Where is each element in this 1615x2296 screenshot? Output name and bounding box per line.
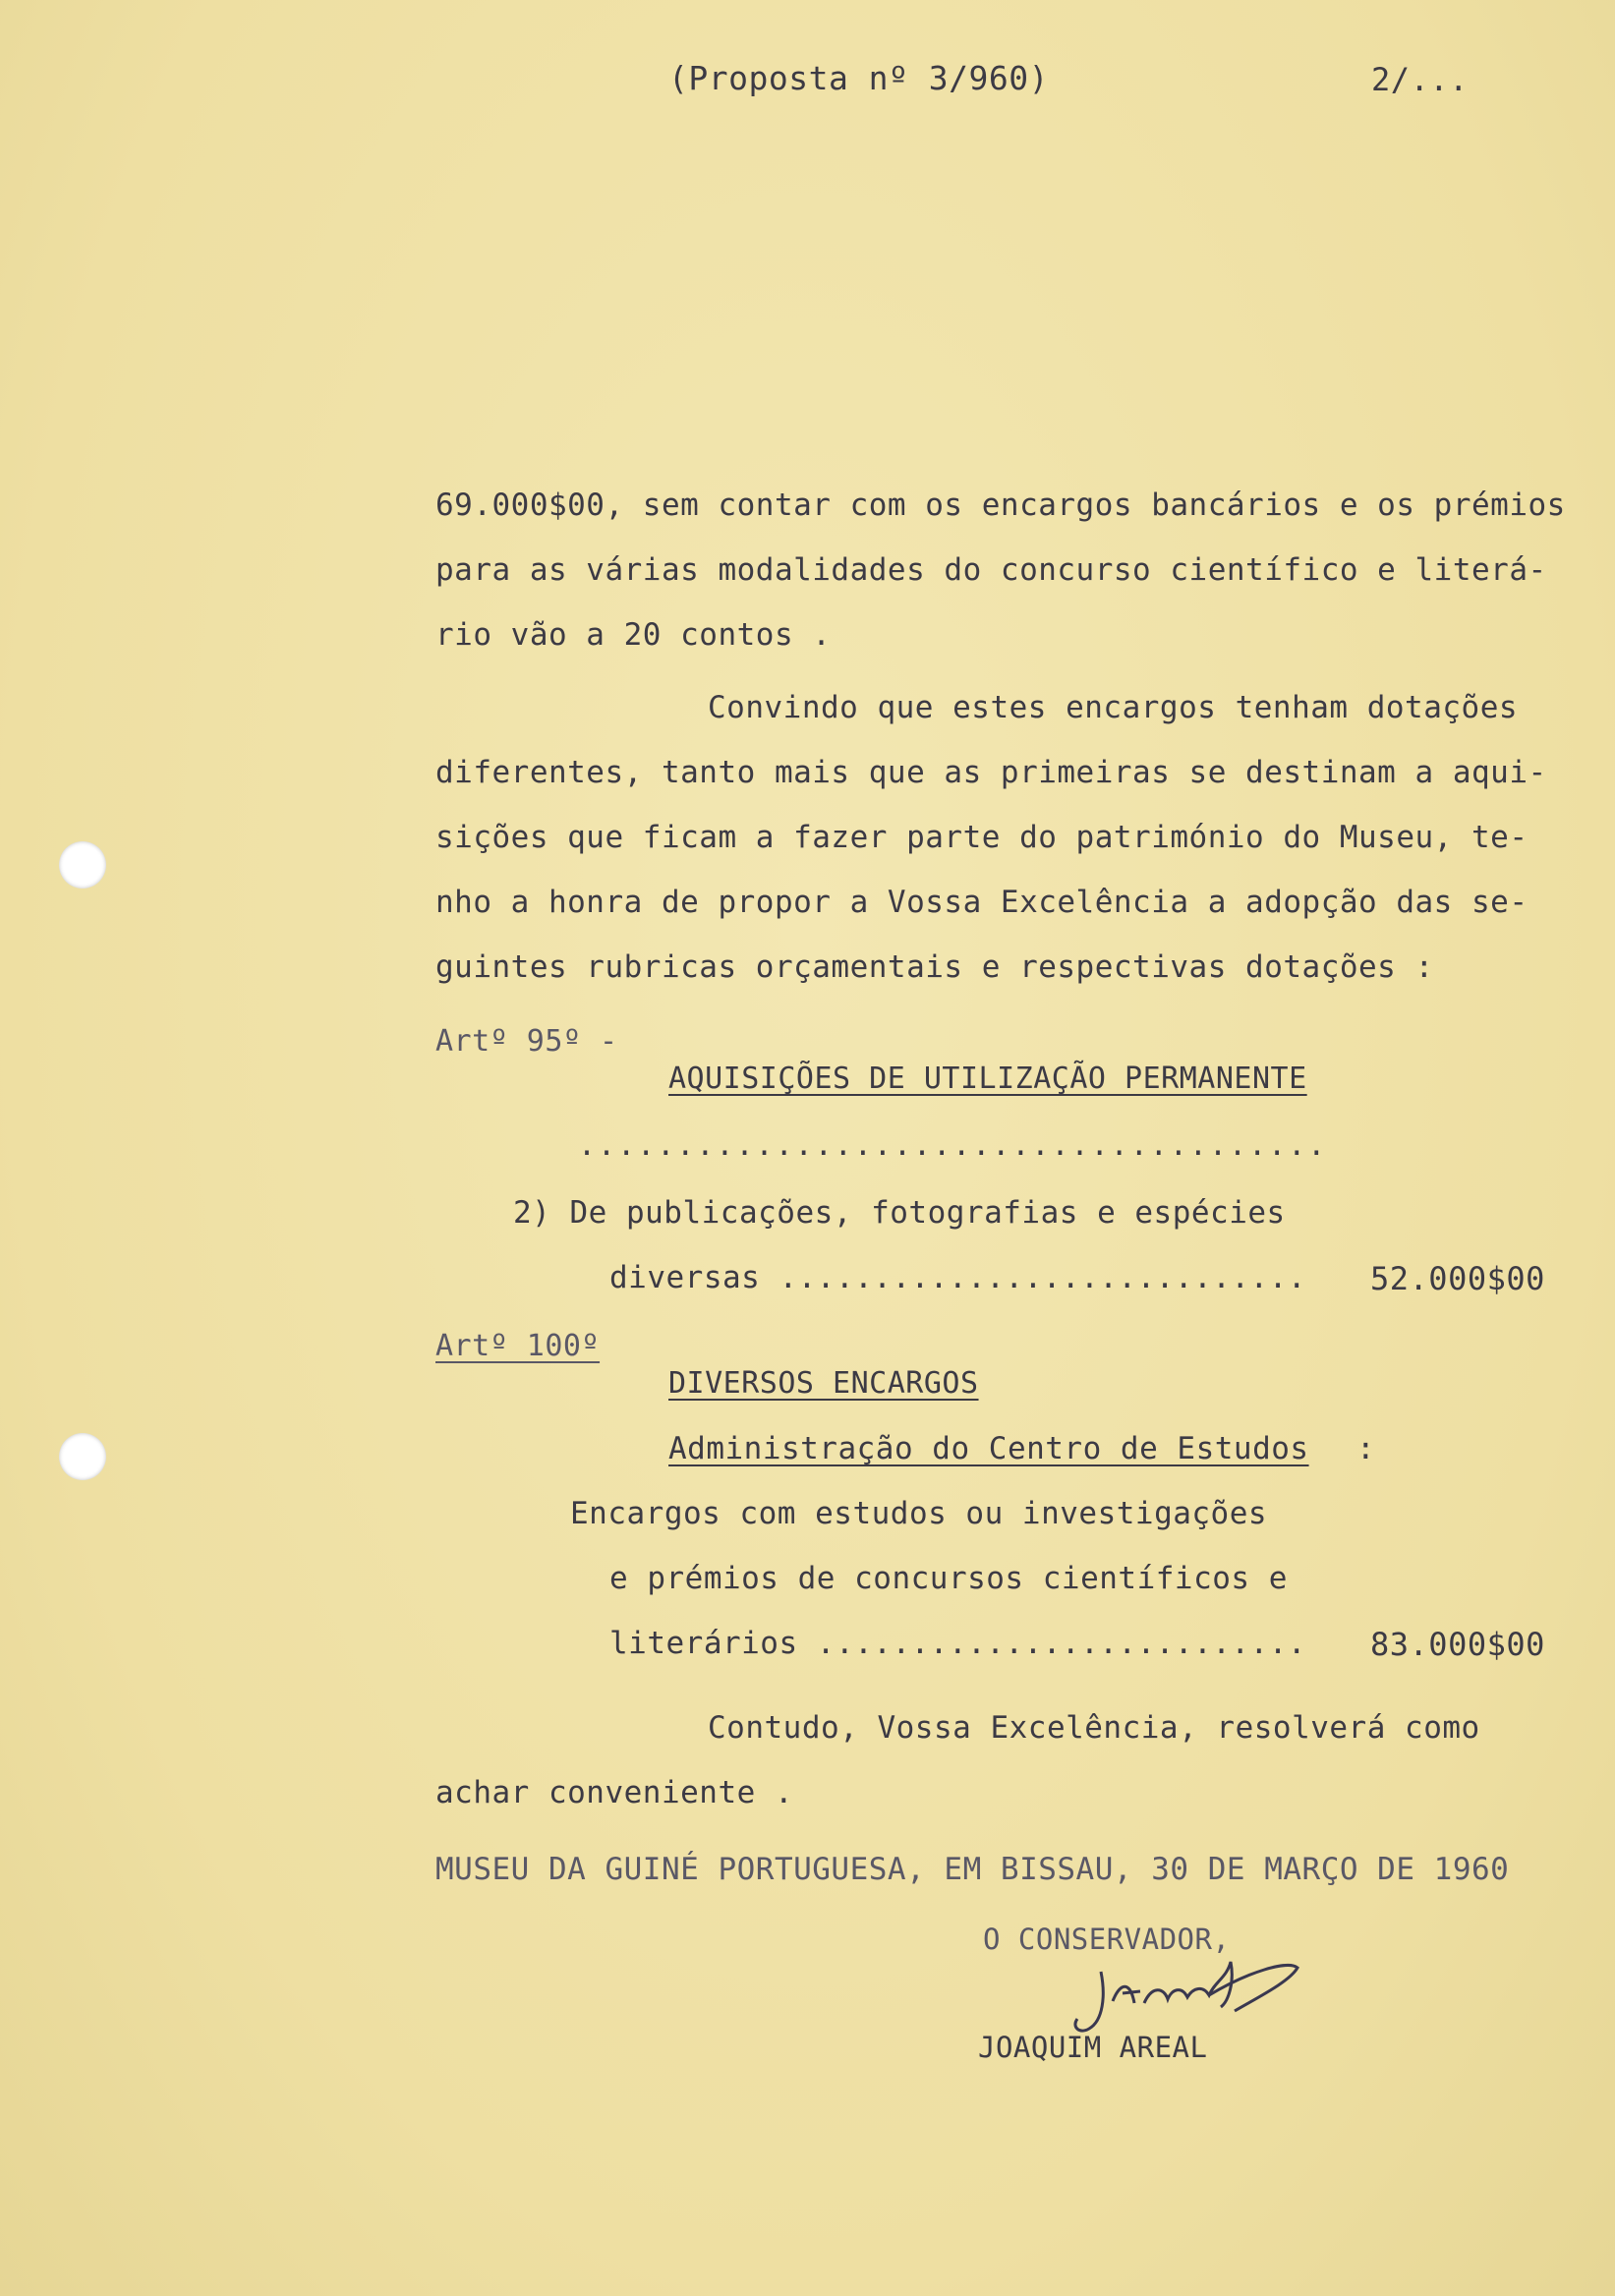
art100-label: Artº 100º (435, 1329, 601, 1363)
art100-heading: DIVERSOS ENCARGOS (668, 1366, 979, 1401)
art100-amount: 83.000$00 (1370, 1626, 1545, 1663)
para1-line2: para as várias modalidades do concurso científico e literá- (435, 552, 1547, 588)
para2-line4: nho a honra de propor a Vossa Excelência a adopção das se- (435, 885, 1528, 920)
signatory-name: JOAQUIM AREAL (978, 2031, 1208, 2064)
punch-hole-bottom (59, 1433, 106, 1480)
art100-item-line1: Encargos com estudos ou investigações (570, 1496, 1268, 1531)
para2-line1: Convindo que estes encargos tenham dotações (708, 690, 1519, 725)
art95-dots: ...................................... (578, 1128, 1328, 1163)
art95-item-line1: 2) De publicações, fotografias e espécies (513, 1195, 1286, 1231)
art100-subheading: Administração do Centro de Estudos (668, 1431, 1309, 1466)
art95-heading: AQUISIÇÕES DE UTILIZAÇÃO PERMANENTE (668, 1062, 1307, 1096)
para2-line3: sições que ficam a fazer parte do património do Museu, te- (435, 820, 1528, 855)
art100-item-line3: literários .......................... (609, 1626, 1307, 1661)
para2-line2: diferentes, tanto mais que as primeiras se destinam a aqui- (435, 755, 1547, 790)
closing-line2: achar conveniente . (435, 1775, 794, 1810)
art95-amount: 52.000$00 (1370, 1260, 1545, 1297)
para2-line5: guintes rubricas orçamentais e respectivas dotações : (435, 949, 1434, 985)
closing-line1: Contudo, Vossa Excelência, resolverá como (708, 1710, 1480, 1746)
place-date-line: MUSEU DA GUINÉ PORTUGUESA, EM BISSAU, 30 DE MARÇO DE 1960 (435, 1852, 1510, 1887)
art100-item-line2: e prémios de concursos científicos e (609, 1561, 1288, 1596)
para1-line3: rio vão a 20 contos . (435, 617, 832, 653)
proposal-title: (Proposta nº 3/960) (668, 59, 1049, 97)
para1-line1: 69.000$00, sem contar com os encargos bancários e os prémios (435, 488, 1566, 523)
art95-label: Artº 95º - (435, 1024, 618, 1059)
art95-item-line2: diversas ............................ (609, 1260, 1307, 1295)
page-reference: 2/... (1371, 61, 1469, 98)
signatory-role: O CONSERVADOR, (983, 1923, 1231, 1956)
art100-colon: : (1356, 1431, 1376, 1466)
punch-hole-top (59, 841, 106, 889)
